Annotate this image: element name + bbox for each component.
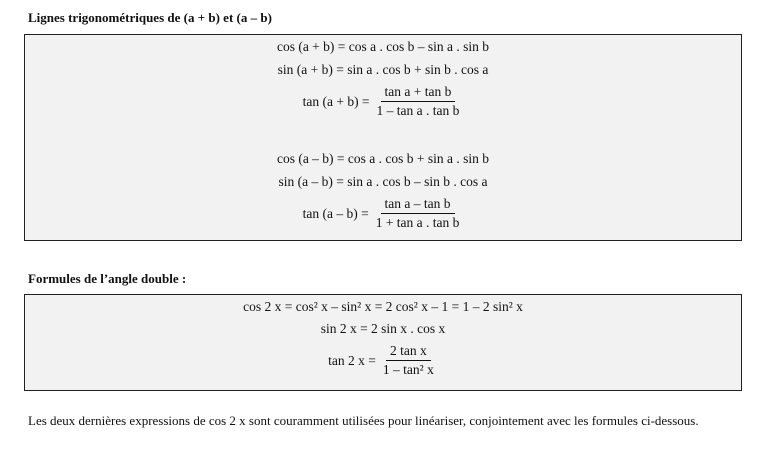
- double-angle-formulas-box: [24, 294, 742, 391]
- tan-sum-numerator: tan a + tan b: [381, 84, 456, 102]
- sum-difference-formulas-box: [24, 34, 742, 241]
- tan-diff-fraction: [372, 196, 464, 231]
- formula-tan-double: [25, 343, 741, 378]
- formula-cos-diff: cos (a – b) = cos a . cos b + sin a . sin b: [276, 151, 490, 166]
- tan-sum-denominator: 1 – tan a . tan b: [376, 103, 460, 118]
- formula-cos-sum: cos (a + b) = cos a . cos b – sin a . sin b: [276, 39, 490, 54]
- formula-sin-diff: sin (a – b) = sin a . cos b – sin b . cos a: [278, 174, 488, 189]
- tan-double-lhs: tan 2 x =: [328, 352, 376, 368]
- formula-cos-double: cos 2 x = cos² x – sin² x = 2 cos² x – 1 = 1 – 2 sin² x: [243, 299, 523, 314]
- linearization-note: Les deux dernières expressions de cos 2 x sont couramment utilisées pour linéariser, conjointement avec les formules ci-dessous.: [28, 413, 699, 428]
- tan-diff-numerator: tan a – tan b: [381, 196, 455, 214]
- formula-sin-double: sin 2 x = 2 sin x . cos x: [320, 321, 446, 336]
- tan-double-denominator: 1 – tan² x: [382, 362, 434, 377]
- tan-double-fraction: [379, 343, 438, 378]
- tan-diff-denominator: 1 + tan a . tan b: [375, 215, 460, 230]
- tan-sum-fraction: [373, 84, 464, 119]
- tan-double-numerator: 2 tan x: [386, 343, 431, 361]
- tan-diff-lhs: tan (a – b) =: [302, 205, 369, 221]
- formula-sin-sum: sin (a + b) = sin a . cos b + sin b . cos a: [277, 62, 489, 77]
- tan-sum-lhs: tan (a + b) =: [302, 93, 370, 109]
- section-heading-sum-difference: Lignes trigonométriques de (a + b) et (a – b): [28, 10, 272, 25]
- formula-tan-sum: [25, 84, 741, 119]
- formula-tan-diff: [25, 196, 741, 231]
- section-heading-double-angle: Formules de l’angle double :: [28, 271, 187, 286]
